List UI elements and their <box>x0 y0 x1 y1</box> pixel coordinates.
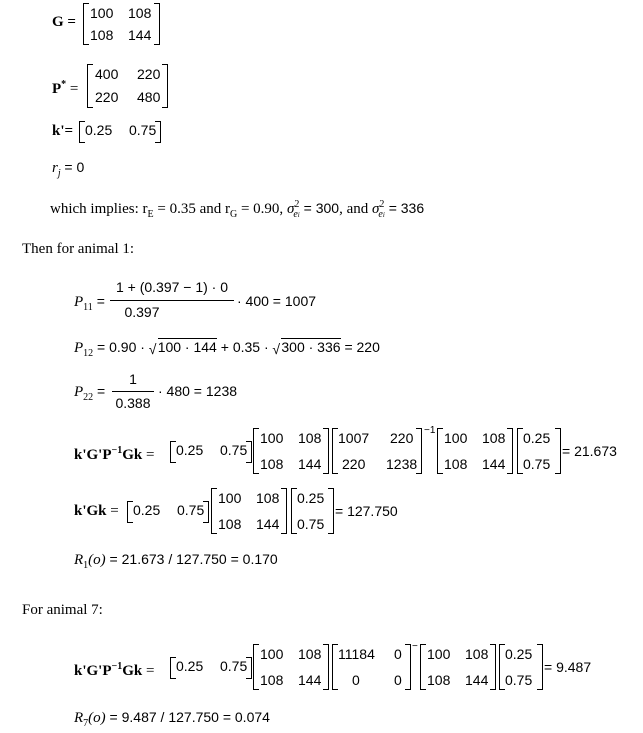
bracket <box>507 428 513 474</box>
kgpgk-result: = 21.673 <box>562 443 617 459</box>
p11-denominator: 0.397 <box>124 304 160 320</box>
inverse-exponent: −1 <box>424 425 436 436</box>
bracket <box>437 428 443 474</box>
bracket <box>328 488 334 534</box>
r7-line: $R_7(o) = 9.487 / 127.750 = 0.074$ <box>74 709 270 729</box>
bracket <box>253 644 259 690</box>
fraction-bar <box>110 300 234 301</box>
p22-denominator: 0.388 <box>115 395 151 411</box>
bracket <box>420 644 426 690</box>
p22-lhs: $P_{22}$ = <box>74 383 106 403</box>
rj-line: $r_j = 0$ <box>52 159 85 179</box>
kgpgk7-label: $k'G'P^{-1}Gk$ = <box>74 661 155 679</box>
kgk-label: k'Gk = <box>74 503 119 519</box>
animal7-heading: For animal 7: <box>22 602 103 618</box>
p11-numerator: 1 + (0.397 − 1) · 0 <box>115 279 229 295</box>
bracket <box>537 644 543 690</box>
bracket <box>87 64 93 108</box>
r1-line: $R_1(o) = 21.673 / 127.750 = 0.170$ <box>74 551 278 571</box>
p12-line: $P_{12} = 0.90$ · √ 100 · 144 + 0.35 · √ 300 · 336 = 220 <box>74 339 380 359</box>
fraction-bar <box>112 391 154 392</box>
animal1-heading: Then for animal 1: <box>22 241 135 257</box>
p11-lhs: $P_{11}$ = <box>74 293 105 313</box>
sqrt-radicand: 300 · 336 <box>281 339 341 355</box>
bracket <box>154 3 160 45</box>
p22-rest: · 480 = 1238 <box>158 383 238 399</box>
sqrt-radicand: 100 · 144 <box>157 339 217 355</box>
implies-line: which implies: $r_E = 0.35$ and $r_G = 0.90$, $\sigma^2_{ei} = 300$, and $\sigma^2_{ei} = 336$ <box>50 199 425 220</box>
bracket <box>203 501 209 523</box>
bracket <box>83 3 89 45</box>
kgpgk7-result: = 9.487 <box>544 659 592 675</box>
bracket <box>211 488 217 534</box>
bracket <box>323 428 329 474</box>
g-label: G = <box>52 14 76 30</box>
bracket <box>405 644 411 690</box>
bracket <box>555 428 561 474</box>
bracket <box>490 644 496 690</box>
bracket <box>281 488 287 534</box>
p11-rest: · 400 = 1007 <box>237 293 317 309</box>
bracket <box>246 441 252 463</box>
kgpgk-label: $k'G'P^{-1}Gk$ = <box>74 445 155 463</box>
bracket <box>246 657 252 679</box>
bracket <box>155 121 161 143</box>
bracket <box>416 428 422 474</box>
p-label: P* = <box>52 79 79 97</box>
bracket <box>253 428 259 474</box>
bracket <box>323 644 329 690</box>
p22-numerator: 1 <box>129 371 137 387</box>
k-label: k'= <box>52 123 74 139</box>
inverse-exponent: − <box>412 641 418 652</box>
bracket <box>162 64 168 108</box>
kgk-result: = 127.750 <box>335 503 398 519</box>
